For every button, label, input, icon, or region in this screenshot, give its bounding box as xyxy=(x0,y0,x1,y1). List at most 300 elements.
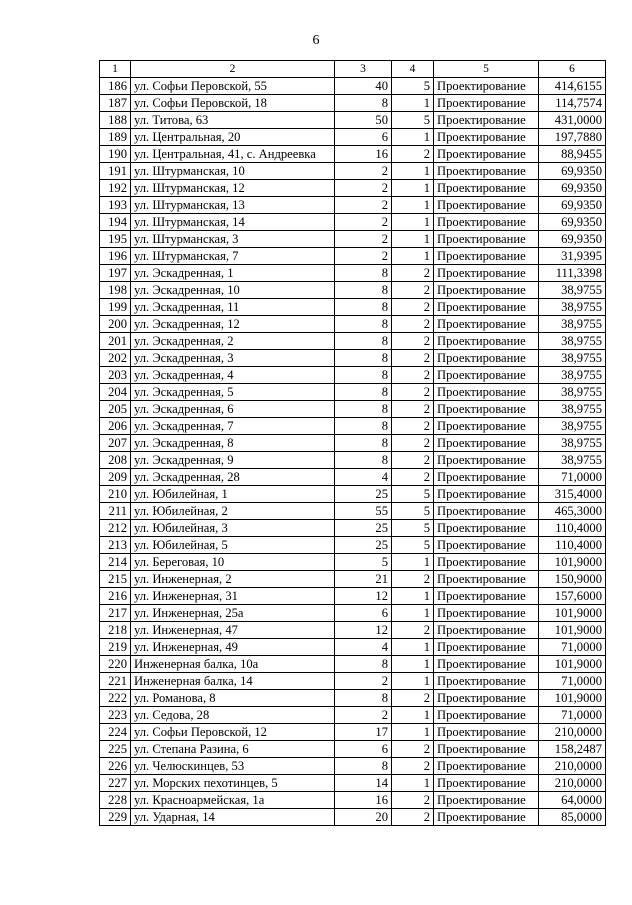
address-cell: ул. Штурманская, 10 xyxy=(131,163,335,180)
page-number: 6 xyxy=(312,33,320,48)
row-number-cell: 214 xyxy=(100,554,131,571)
amount-cell: 88,9455 xyxy=(539,146,606,163)
amount-cell: 85,0000 xyxy=(539,809,606,826)
address-cell: ул. Софьи Перовской, 18 xyxy=(131,95,335,112)
table-row xyxy=(100,333,606,350)
table-row xyxy=(100,231,606,248)
amount-cell: 38,9755 xyxy=(539,299,606,316)
col3-value-cell: 55 xyxy=(335,503,392,520)
row-number-cell: 190 xyxy=(100,146,131,163)
address-cell: ул. Эскадренная, 12 xyxy=(131,316,335,333)
col4-value-cell: 1 xyxy=(392,673,434,690)
row-number-cell: 223 xyxy=(100,707,131,724)
table-row xyxy=(100,350,606,367)
amount-cell: 431,0000 xyxy=(539,112,606,129)
col3-value-cell: 8 xyxy=(335,452,392,469)
stage-cell: Проектирование xyxy=(434,299,539,316)
row-number-cell: 225 xyxy=(100,741,131,758)
col3-value-cell: 17 xyxy=(335,724,392,741)
table-row xyxy=(100,384,606,401)
col3-value-cell: 25 xyxy=(335,537,392,554)
stage-cell: Проектирование xyxy=(434,418,539,435)
address-cell: ул. Эскадренная, 8 xyxy=(131,435,335,452)
table-row xyxy=(100,112,606,129)
amount-cell: 38,9755 xyxy=(539,384,606,401)
row-number-cell: 198 xyxy=(100,282,131,299)
stage-cell: Проектирование xyxy=(434,350,539,367)
col4-value-cell: 5 xyxy=(392,486,434,503)
address-cell: ул. Челюскинцев, 53 xyxy=(131,758,335,775)
stage-cell: Проектирование xyxy=(434,809,539,826)
col3-value-cell: 8 xyxy=(335,95,392,112)
row-number-cell: 196 xyxy=(100,248,131,265)
stage-cell: Проектирование xyxy=(434,384,539,401)
row-number-cell: 215 xyxy=(100,571,131,588)
stage-cell: Проектирование xyxy=(434,452,539,469)
col3-value-cell: 8 xyxy=(335,401,392,418)
row-number-cell: 211 xyxy=(100,503,131,520)
col3-value-cell: 6 xyxy=(335,129,392,146)
amount-cell: 71,0000 xyxy=(539,469,606,486)
stage-cell: Проектирование xyxy=(434,503,539,520)
row-number-cell: 226 xyxy=(100,758,131,775)
table-row xyxy=(100,163,606,180)
row-number-cell: 204 xyxy=(100,384,131,401)
col4-value-cell: 2 xyxy=(392,282,434,299)
col3-value-cell: 5 xyxy=(335,554,392,571)
address-cell: ул. Романова, 8 xyxy=(131,690,335,707)
col3-value-cell: 2 xyxy=(335,197,392,214)
row-number-cell: 224 xyxy=(100,724,131,741)
col4-value-cell: 1 xyxy=(392,775,434,792)
address-cell: ул. Инженерная, 31 xyxy=(131,588,335,605)
address-cell: ул. Инженерная, 25а xyxy=(131,605,335,622)
stage-cell: Проектирование xyxy=(434,248,539,265)
col4-value-cell: 2 xyxy=(392,350,434,367)
col4-value-cell: 1 xyxy=(392,248,434,265)
row-number-cell: 207 xyxy=(100,435,131,452)
address-cell: ул. Эскадренная, 6 xyxy=(131,401,335,418)
col3-value-cell: 6 xyxy=(335,741,392,758)
amount-cell: 210,0000 xyxy=(539,724,606,741)
col4-value-cell: 2 xyxy=(392,333,434,350)
address-cell: ул. Инженерная, 47 xyxy=(131,622,335,639)
address-cell: ул. Эскадренная, 28 xyxy=(131,469,335,486)
stage-cell: Проектирование xyxy=(434,639,539,656)
address-cell: ул. Эскадренная, 4 xyxy=(131,367,335,384)
col4-value-cell: 5 xyxy=(392,78,434,95)
row-number-cell: 202 xyxy=(100,350,131,367)
address-cell: ул. Центральная, 20 xyxy=(131,129,335,146)
col4-value-cell: 1 xyxy=(392,639,434,656)
address-cell: ул. Седова, 28 xyxy=(131,707,335,724)
stage-cell: Проектирование xyxy=(434,78,539,95)
stage-cell: Проектирование xyxy=(434,146,539,163)
amount-cell: 114,7574 xyxy=(539,95,606,112)
table-row xyxy=(100,673,606,690)
col3-value-cell: 2 xyxy=(335,163,392,180)
col4-value-cell: 2 xyxy=(392,146,434,163)
stage-cell: Проектирование xyxy=(434,554,539,571)
col3-value-cell: 8 xyxy=(335,333,392,350)
amount-cell: 38,9755 xyxy=(539,418,606,435)
amount-cell: 38,9755 xyxy=(539,282,606,299)
stage-cell: Проектирование xyxy=(434,265,539,282)
table-row xyxy=(100,316,606,333)
col4-value-cell: 2 xyxy=(392,690,434,707)
amount-cell: 69,9350 xyxy=(539,163,606,180)
col4-value-cell: 2 xyxy=(392,469,434,486)
col3-value-cell: 8 xyxy=(335,435,392,452)
amount-cell: 38,9755 xyxy=(539,401,606,418)
col3-value-cell: 8 xyxy=(335,350,392,367)
row-number-cell: 219 xyxy=(100,639,131,656)
col3-value-cell: 12 xyxy=(335,622,392,639)
address-cell: ул. Береговая, 10 xyxy=(131,554,335,571)
amount-cell: 71,0000 xyxy=(539,639,606,656)
table-row xyxy=(100,418,606,435)
stage-cell: Проектирование xyxy=(434,367,539,384)
row-number-cell: 210 xyxy=(100,486,131,503)
amount-cell: 38,9755 xyxy=(539,367,606,384)
header-cell-col3: 3 xyxy=(335,61,392,78)
table-row xyxy=(100,520,606,537)
col3-value-cell: 8 xyxy=(335,316,392,333)
col4-value-cell: 1 xyxy=(392,656,434,673)
amount-cell: 101,9000 xyxy=(539,605,606,622)
stage-cell: Проектирование xyxy=(434,690,539,707)
col3-value-cell: 50 xyxy=(335,112,392,129)
col3-value-cell: 4 xyxy=(335,469,392,486)
row-number-cell: 189 xyxy=(100,129,131,146)
col3-value-cell: 8 xyxy=(335,367,392,384)
address-cell: ул. Эскадренная, 1 xyxy=(131,265,335,282)
col4-value-cell: 2 xyxy=(392,265,434,282)
col3-value-cell: 2 xyxy=(335,248,392,265)
col3-value-cell: 12 xyxy=(335,588,392,605)
amount-cell: 38,9755 xyxy=(539,316,606,333)
header-cell-number: 1 xyxy=(100,61,131,78)
table-row xyxy=(100,452,606,469)
amount-cell: 38,9755 xyxy=(539,333,606,350)
address-cell: ул. Эскадренная, 3 xyxy=(131,350,335,367)
table-row xyxy=(100,639,606,656)
table-row xyxy=(100,537,606,554)
col4-value-cell: 2 xyxy=(392,299,434,316)
col3-value-cell: 25 xyxy=(335,486,392,503)
table-header-row xyxy=(100,61,606,78)
amount-cell: 69,9350 xyxy=(539,231,606,248)
amount-cell: 210,0000 xyxy=(539,775,606,792)
col4-value-cell: 1 xyxy=(392,605,434,622)
stage-cell: Проектирование xyxy=(434,605,539,622)
stage-cell: Проектирование xyxy=(434,435,539,452)
row-number-cell: 203 xyxy=(100,367,131,384)
table-row xyxy=(100,401,606,418)
amount-cell: 38,9755 xyxy=(539,350,606,367)
header-cell-amount: 6 xyxy=(539,61,606,78)
amount-cell: 69,9350 xyxy=(539,180,606,197)
address-cell: ул. Эскадренная, 2 xyxy=(131,333,335,350)
col3-value-cell: 16 xyxy=(335,146,392,163)
col3-value-cell: 8 xyxy=(335,282,392,299)
row-number-cell: 212 xyxy=(100,520,131,537)
table-row xyxy=(100,724,606,741)
row-number-cell: 194 xyxy=(100,214,131,231)
header-cell-col4: 4 xyxy=(392,61,434,78)
address-cell: ул. Эскадренная, 9 xyxy=(131,452,335,469)
row-number-cell: 197 xyxy=(100,265,131,282)
address-cell: ул. Эскадренная, 7 xyxy=(131,418,335,435)
col4-value-cell: 5 xyxy=(392,520,434,537)
col4-value-cell: 2 xyxy=(392,435,434,452)
row-number-cell: 191 xyxy=(100,163,131,180)
stage-cell: Проектирование xyxy=(434,673,539,690)
col4-value-cell: 1 xyxy=(392,95,434,112)
stage-cell: Проектирование xyxy=(434,112,539,129)
col4-value-cell: 2 xyxy=(392,571,434,588)
col4-value-cell: 2 xyxy=(392,367,434,384)
col3-value-cell: 16 xyxy=(335,792,392,809)
table-row xyxy=(100,707,606,724)
col3-value-cell: 8 xyxy=(335,690,392,707)
col4-value-cell: 1 xyxy=(392,180,434,197)
amount-cell: 71,0000 xyxy=(539,707,606,724)
col4-value-cell: 5 xyxy=(392,503,434,520)
row-number-cell: 200 xyxy=(100,316,131,333)
address-cell: ул. Штурманская, 3 xyxy=(131,231,335,248)
address-cell: ул. Титова, 63 xyxy=(131,112,335,129)
amount-cell: 101,9000 xyxy=(539,622,606,639)
row-number-cell: 192 xyxy=(100,180,131,197)
row-number-cell: 201 xyxy=(100,333,131,350)
col4-value-cell: 1 xyxy=(392,724,434,741)
row-number-cell: 205 xyxy=(100,401,131,418)
col4-value-cell: 2 xyxy=(392,809,434,826)
address-cell: ул. Эскадренная, 5 xyxy=(131,384,335,401)
col4-value-cell: 1 xyxy=(392,231,434,248)
stage-cell: Проектирование xyxy=(434,724,539,741)
table-row xyxy=(100,486,606,503)
address-cell: ул. Инженерная, 49 xyxy=(131,639,335,656)
col3-value-cell: 6 xyxy=(335,605,392,622)
table-row xyxy=(100,299,606,316)
address-cell: ул. Штурманская, 7 xyxy=(131,248,335,265)
col3-value-cell: 25 xyxy=(335,520,392,537)
amount-cell: 101,9000 xyxy=(539,690,606,707)
stage-cell: Проектирование xyxy=(434,707,539,724)
stage-cell: Проектирование xyxy=(434,792,539,809)
col3-value-cell: 40 xyxy=(335,78,392,95)
amount-cell: 157,6000 xyxy=(539,588,606,605)
amount-cell: 150,9000 xyxy=(539,571,606,588)
stage-cell: Проектирование xyxy=(434,316,539,333)
table-row xyxy=(100,588,606,605)
amount-cell: 64,0000 xyxy=(539,792,606,809)
stage-cell: Проектирование xyxy=(434,129,539,146)
row-number-cell: 220 xyxy=(100,656,131,673)
amount-cell: 315,4000 xyxy=(539,486,606,503)
table-row xyxy=(100,622,606,639)
row-number-cell: 188 xyxy=(100,112,131,129)
table-row xyxy=(100,775,606,792)
col3-value-cell: 8 xyxy=(335,758,392,775)
address-cell: ул. Юбилейная, 1 xyxy=(131,486,335,503)
table-row xyxy=(100,367,606,384)
row-number-cell: 222 xyxy=(100,690,131,707)
address-cell: ул. Штурманская, 12 xyxy=(131,180,335,197)
col4-value-cell: 2 xyxy=(392,622,434,639)
row-number-cell: 193 xyxy=(100,197,131,214)
col4-value-cell: 2 xyxy=(392,758,434,775)
col4-value-cell: 1 xyxy=(392,163,434,180)
amount-cell: 111,3398 xyxy=(539,265,606,282)
col3-value-cell: 20 xyxy=(335,809,392,826)
row-number-cell: 228 xyxy=(100,792,131,809)
col3-value-cell: 21 xyxy=(335,571,392,588)
table-row xyxy=(100,214,606,231)
address-cell: ул. Штурманская, 14 xyxy=(131,214,335,231)
stage-cell: Проектирование xyxy=(434,571,539,588)
amount-cell: 158,2487 xyxy=(539,741,606,758)
amount-cell: 465,3000 xyxy=(539,503,606,520)
table-row xyxy=(100,197,606,214)
table-row xyxy=(100,265,606,282)
table-row xyxy=(100,656,606,673)
stage-cell: Проектирование xyxy=(434,95,539,112)
amount-cell: 38,9755 xyxy=(539,435,606,452)
row-number-cell: 227 xyxy=(100,775,131,792)
row-number-cell: 213 xyxy=(100,537,131,554)
table-row xyxy=(100,146,606,163)
table-row xyxy=(100,248,606,265)
amount-cell: 38,9755 xyxy=(539,452,606,469)
table-row xyxy=(100,741,606,758)
stage-cell: Проектирование xyxy=(434,231,539,248)
row-number-cell: 187 xyxy=(100,95,131,112)
col3-value-cell: 8 xyxy=(335,384,392,401)
row-number-cell: 218 xyxy=(100,622,131,639)
stage-cell: Проектирование xyxy=(434,163,539,180)
address-cell: ул. Инженерная, 2 xyxy=(131,571,335,588)
table-row xyxy=(100,792,606,809)
col4-value-cell: 1 xyxy=(392,707,434,724)
col4-value-cell: 5 xyxy=(392,537,434,554)
col4-value-cell: 1 xyxy=(392,214,434,231)
address-cell: ул. Степана Разина, 6 xyxy=(131,741,335,758)
stage-cell: Проектирование xyxy=(434,282,539,299)
stage-cell: Проектирование xyxy=(434,401,539,418)
col4-value-cell: 5 xyxy=(392,112,434,129)
address-cell: ул. Ударная, 14 xyxy=(131,809,335,826)
stage-cell: Проектирование xyxy=(434,520,539,537)
table-row xyxy=(100,180,606,197)
row-number-cell: 209 xyxy=(100,469,131,486)
row-number-cell: 217 xyxy=(100,605,131,622)
address-cell: ул. Эскадренная, 10 xyxy=(131,282,335,299)
col3-value-cell: 8 xyxy=(335,656,392,673)
col4-value-cell: 1 xyxy=(392,588,434,605)
address-cell: ул. Юбилейная, 5 xyxy=(131,537,335,554)
col3-value-cell: 2 xyxy=(335,673,392,690)
col3-value-cell: 14 xyxy=(335,775,392,792)
stage-cell: Проектирование xyxy=(434,775,539,792)
address-cell: ул. Софьи Перовской, 12 xyxy=(131,724,335,741)
table-row xyxy=(100,503,606,520)
table-row xyxy=(100,554,606,571)
row-number-cell: 195 xyxy=(100,231,131,248)
stage-cell: Проектирование xyxy=(434,588,539,605)
table-row xyxy=(100,78,606,95)
table-row xyxy=(100,469,606,486)
header-cell-address: 2 xyxy=(131,61,335,78)
address-cell: ул. Юбилейная, 3 xyxy=(131,520,335,537)
amount-cell: 414,6155 xyxy=(539,78,606,95)
row-number-cell: 186 xyxy=(100,78,131,95)
address-cell: ул. Морских пехотинцев, 5 xyxy=(131,775,335,792)
row-number-cell: 206 xyxy=(100,418,131,435)
table-row xyxy=(100,129,606,146)
col4-value-cell: 2 xyxy=(392,384,434,401)
row-number-cell: 216 xyxy=(100,588,131,605)
col3-value-cell: 4 xyxy=(335,639,392,656)
amount-cell: 110,4000 xyxy=(539,520,606,537)
col4-value-cell: 1 xyxy=(392,554,434,571)
amount-cell: 31,9395 xyxy=(539,248,606,265)
stage-cell: Проектирование xyxy=(434,758,539,775)
table-row xyxy=(100,605,606,622)
address-cell: Инженерная балка, 10а xyxy=(131,656,335,673)
address-cell: ул. Центральная, 41, с. Андреевка xyxy=(131,146,335,163)
row-number-cell: 229 xyxy=(100,809,131,826)
stage-cell: Проектирование xyxy=(434,469,539,486)
col3-value-cell: 2 xyxy=(335,180,392,197)
col4-value-cell: 2 xyxy=(392,401,434,418)
table-row xyxy=(100,809,606,826)
stage-cell: Проектирование xyxy=(434,214,539,231)
col3-value-cell: 2 xyxy=(335,231,392,248)
amount-cell: 101,9000 xyxy=(539,656,606,673)
table-row xyxy=(100,435,606,452)
amount-cell: 69,9350 xyxy=(539,214,606,231)
stage-cell: Проектирование xyxy=(434,656,539,673)
stage-cell: Проектирование xyxy=(434,537,539,554)
table-row xyxy=(100,690,606,707)
address-cell: ул. Юбилейная, 2 xyxy=(131,503,335,520)
col4-value-cell: 2 xyxy=(392,792,434,809)
amount-cell: 110,4000 xyxy=(539,537,606,554)
amount-cell: 197,7880 xyxy=(539,129,606,146)
col3-value-cell: 8 xyxy=(335,265,392,282)
col4-value-cell: 2 xyxy=(392,452,434,469)
header-cell-stage: 5 xyxy=(434,61,539,78)
address-cell: ул. Штурманская, 13 xyxy=(131,197,335,214)
col3-value-cell: 2 xyxy=(335,707,392,724)
address-cell: Инженерная балка, 14 xyxy=(131,673,335,690)
stage-cell: Проектирование xyxy=(434,197,539,214)
amount-cell: 210,0000 xyxy=(539,758,606,775)
col3-value-cell: 8 xyxy=(335,418,392,435)
col4-value-cell: 2 xyxy=(392,418,434,435)
col4-value-cell: 1 xyxy=(392,129,434,146)
address-cell: ул. Эскадренная, 11 xyxy=(131,299,335,316)
col4-value-cell: 2 xyxy=(392,316,434,333)
address-cell: ул. Софьи Перовской, 55 xyxy=(131,78,335,95)
row-number-cell: 199 xyxy=(100,299,131,316)
address-cell: ул. Красноармейская, 1а xyxy=(131,792,335,809)
table-row xyxy=(100,95,606,112)
row-number-cell: 208 xyxy=(100,452,131,469)
